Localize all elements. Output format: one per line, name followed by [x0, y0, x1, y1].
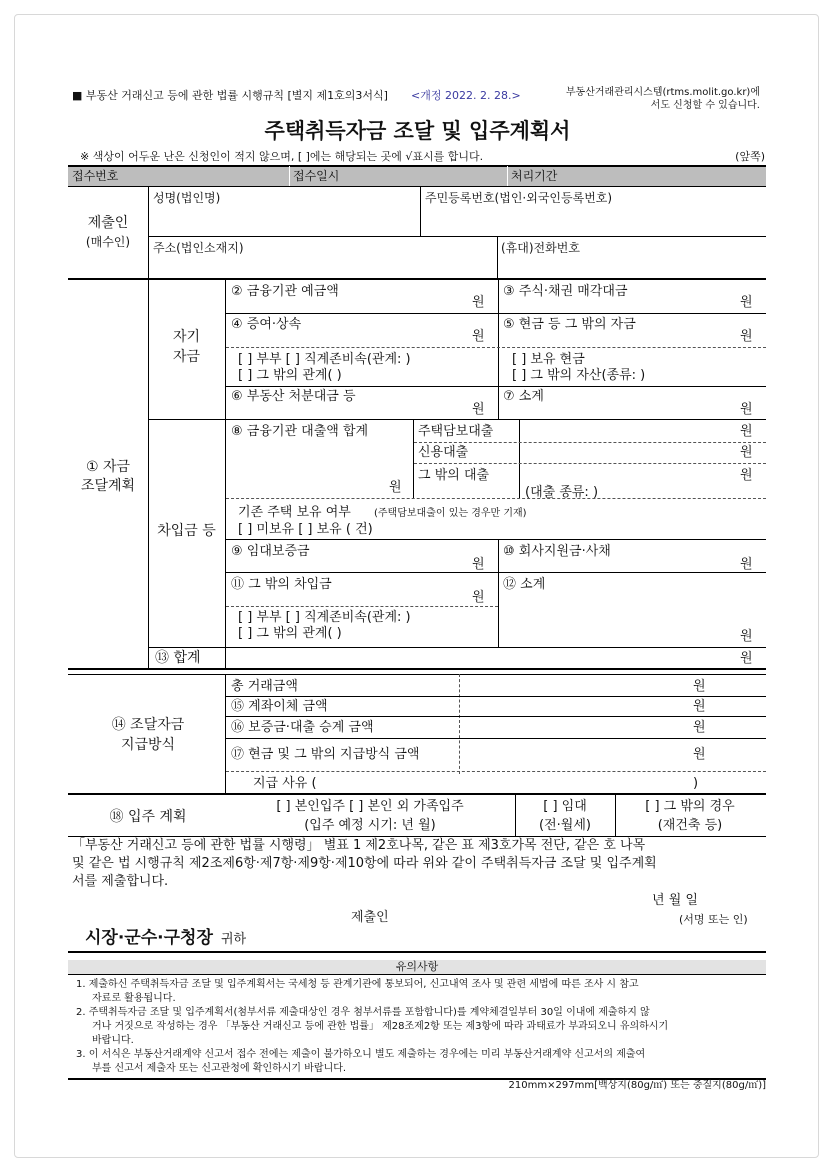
note-2b: 거나 거짓으로 작성하는 경우 「부동산 거래신고 등에 관한 법률」 제28조제2항 또는 제3항에 따라 과태료가 부과되오니 유의하시기 — [92, 1021, 669, 1032]
won-unit: 원 — [693, 747, 706, 762]
own-funds-label: 자기 — [172, 329, 201, 345]
funding-section: ① 자금 — [85, 459, 131, 475]
won-unit: 원 — [472, 329, 485, 344]
own-subtotal-field[interactable]: ⑦ 소계 — [503, 389, 544, 404]
page-title: 주택취득자금 조달 및 입주계획서 — [264, 119, 571, 143]
relation-other-borrow[interactable]: [ ] 그 밖의 관계( ) — [238, 626, 342, 641]
cash-payment-label: ⑰ 현금 및 그 밖의 지급방식 금액 — [231, 747, 420, 762]
lease-checkbox[interactable]: [ ] 임대 — [543, 799, 587, 814]
other-case-sub: (재건축 등) — [657, 818, 723, 833]
recipient: 시장·군수·구청장 — [85, 928, 213, 948]
bank-deposit-field[interactable]: ② 금융기관 예금액 — [231, 284, 339, 299]
bank-loan-total-field[interactable]: ⑧ 금융기관 대출액 합계 — [231, 424, 369, 439]
recipient-honorific: 귀하 — [221, 932, 247, 947]
mortgage-loan-label: 주택담보대출 — [418, 424, 494, 439]
note-1b: 자료로 활용됩니다. — [92, 993, 176, 1004]
notes-header: 유의사항 — [395, 960, 439, 973]
receipt-number-label: 접수번호 — [72, 169, 119, 183]
online-notice-line1: 부동산거래관리시스템(rtms.molit.go.kr)에 — [565, 87, 760, 98]
move-in-self-checkbox[interactable]: [ ] 본인입주 [ ] 본인 외 가족입주 — [276, 799, 464, 814]
stock-bond-field[interactable]: ③ 주식·채권 매각대금 — [503, 284, 628, 299]
total-transaction-label: 총 거래금액 — [231, 679, 298, 694]
relation-checkbox-borrow[interactable]: [ ] 부부 [ ] 직계존비속(관계: ) — [238, 610, 411, 625]
receipt-date-label: 접수일시 — [293, 169, 340, 183]
deposit-succession-label: ⑯ 보증금·대출 승계 금액 — [231, 720, 374, 735]
won-unit: 원 — [472, 295, 485, 310]
payment-reason-close: ) — [693, 776, 699, 791]
won-unit: 원 — [693, 679, 706, 694]
declaration-line-2: 및 같은 법 시행규칙 제2조제6항·제7항·제9항·제10항에 따라 위와 같이 주택취득자금 조달 및 입주계획 — [72, 856, 657, 871]
transfer-amount-label: ⑮ 계좌이체 금액 — [231, 699, 328, 714]
borrowed-funds-label: 차입금 등 — [157, 523, 216, 539]
payment-reason-field[interactable]: 지급 사유 ( — [253, 776, 317, 791]
note-3b: 부를 신고서 제출자 또는 신고관청에 확인하시기 바랍니다. — [92, 1063, 347, 1074]
existing-housing-note: (주택담보대출이 있는 경우만 기재) — [374, 508, 527, 519]
other-borrowing-field[interactable]: ⑪ 그 밖의 차입금 — [231, 577, 332, 592]
cash-held-checkbox[interactable]: [ ] 보유 현금 — [512, 352, 585, 367]
existing-housing-label: 기존 주택 보유 여부 — [238, 505, 351, 520]
won-unit: 원 — [740, 424, 753, 439]
won-unit: 원 — [693, 720, 706, 735]
other-loan-label: 그 밖의 대출 — [418, 468, 490, 483]
address-field[interactable]: 주소(법인소재지) — [153, 241, 244, 255]
won-unit: 원 — [740, 557, 753, 572]
won-unit: 원 — [472, 402, 485, 417]
payment-section-2: 지급방식 — [120, 737, 176, 753]
processing-period-label: 처리기간 — [511, 169, 558, 183]
won-unit: 원 — [740, 402, 753, 417]
won-unit: 원 — [389, 480, 402, 495]
won-unit: 원 — [740, 651, 753, 666]
phone-field[interactable]: (휴대)전화번호 — [501, 241, 580, 255]
submitter-section: 제출인 — [87, 215, 129, 231]
cash-other-field[interactable]: ⑤ 현금 등 그 밖의 자금 — [503, 317, 636, 332]
lease-deposit-field[interactable]: ⑨ 임대보증금 — [231, 544, 310, 559]
registration-number-field[interactable]: 주민등록번호(법인·외국인등록번호) — [425, 191, 613, 205]
lease-sub: (전·월세) — [539, 818, 591, 833]
credit-loan-label: 신용대출 — [418, 445, 469, 460]
won-unit: 원 — [740, 295, 753, 310]
existing-housing-checkbox[interactable]: [ ] 미보유 [ ] 보유 ( 건) — [238, 522, 373, 537]
paper-spec: 210mm×297mm[백상지(80g/㎡) 또는 중질지(80g/㎡)] — [508, 1080, 766, 1091]
won-unit: 원 — [740, 468, 753, 483]
name-field[interactable]: 성명(법인명) — [153, 191, 221, 205]
won-unit: 원 — [472, 590, 485, 605]
won-unit: 원 — [740, 329, 753, 344]
legal-basis: ■ 부동산 거래신고 등에 관한 법률 시행규칙 [별지 제1호의3서식] — [72, 89, 388, 102]
borrowed-subtotal-field[interactable]: ⑫ 소계 — [503, 577, 546, 592]
note-2a: 2. 주택취득자금 조달 및 입주계획서(첨부서류 제출대상인 경우 첨부서류를 포함합니다)를 계약체결일부터 30일 이내에 제출하지 않 — [76, 1007, 650, 1018]
page-side: (앞쪽) — [735, 150, 765, 163]
won-unit: 원 — [693, 699, 706, 714]
won-unit: 원 — [472, 557, 485, 572]
relation-checkbox-own[interactable]: [ ] 부부 [ ] 직계존비속(관계: ) — [238, 352, 411, 367]
grand-total-label: ⑬ 합계 — [155, 650, 201, 666]
submitter-section-sub: (매수인) — [85, 235, 131, 249]
note-2c: 바랍니다. — [92, 1035, 134, 1046]
other-assets-checkbox[interactable]: [ ] 그 밖의 자산(종류: ) — [512, 368, 646, 383]
relation-other-own[interactable]: [ ] 그 밖의 관계( ) — [238, 368, 342, 383]
declaration-line-3: 서를 제출합니다. — [72, 874, 169, 889]
revision-date: <개정 2022. 2. 28.> — [411, 89, 521, 102]
declaration-line-1: 「부동산 거래신고 등에 관한 법률 시행령」 별표 1 제2호나목, 같은 표 제3호가목 전단, 같은 호 나목 — [72, 838, 646, 853]
loan-type-field[interactable]: (대출 종류: ) — [525, 485, 599, 500]
funding-section-2: 조달계획 — [80, 478, 136, 494]
other-case-checkbox[interactable]: [ ] 그 밖의 경우 — [645, 799, 735, 814]
note-1a: 1. 제출하신 주택취득자금 조달 및 입주계획서는 국세청 등 관계기관에 통보되어, 신고내역 조사 및 관련 세법에 따른 조사 시 참고 — [76, 979, 639, 990]
realestate-sale-field[interactable]: ⑥ 부동산 처분대금 등 — [231, 389, 356, 404]
signature-field[interactable]: (서명 또는 인) — [679, 913, 748, 926]
submitter-label: 제출인 — [351, 910, 389, 925]
move-in-section: ⑱ 입주 계획 — [109, 809, 187, 825]
won-unit: 원 — [740, 445, 753, 460]
gift-inheritance-field[interactable]: ④ 증여·상속 — [231, 317, 302, 332]
payment-section: ⑭ 조달자금 — [111, 717, 185, 733]
instruction: ※ 색상이 어두운 난은 신청인이 적지 않으며, [ ]에는 해당되는 곳에 √표시를 합니다. — [80, 150, 484, 163]
office-use-bar — [68, 166, 766, 186]
submission-date[interactable]: 년 월 일 — [652, 893, 698, 908]
company-support-field[interactable]: ⑩ 회사지원금·사채 — [503, 544, 611, 559]
move-in-schedule-field[interactable]: (입주 예정 시기: 년 월) — [304, 818, 436, 833]
online-notice-line2: 서도 신청할 수 있습니다. — [650, 100, 760, 111]
note-3a: 3. 이 서식은 부동산거래계약 신고서 접수 전에는 제출이 불가하오니 별도 제출하는 경우에는 미리 부동산거래계약 신고서의 제출여 — [76, 1049, 646, 1060]
own-funds-label-2: 자금 — [172, 349, 201, 365]
won-unit: 원 — [740, 629, 753, 644]
